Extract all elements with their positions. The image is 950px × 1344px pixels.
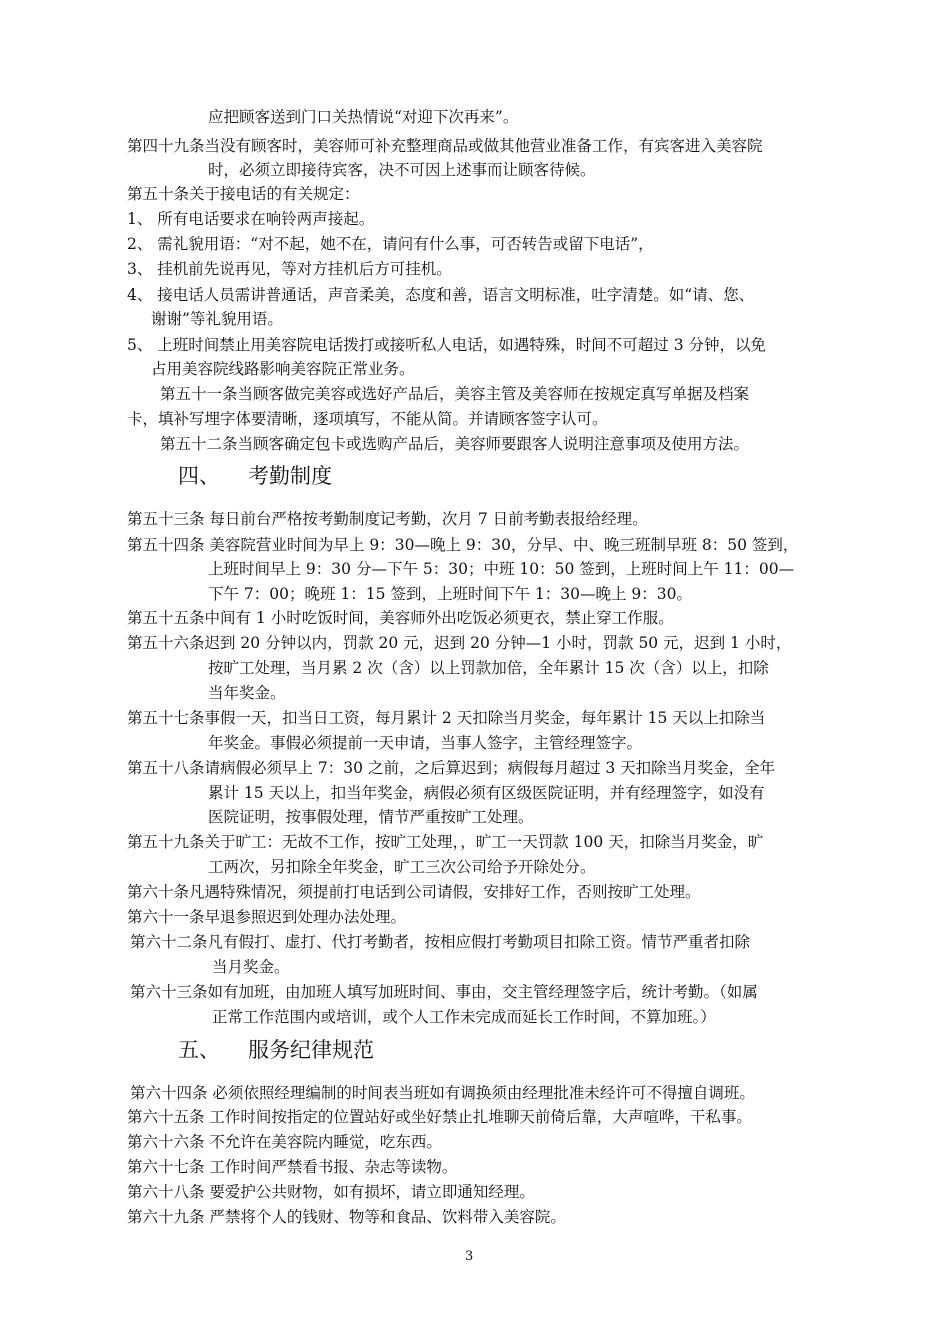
text-line: 正常工作范围内或培训，或个人工作未完成而延长工作时间，不算加班。） [212, 1008, 716, 1026]
text-line: 3、 挂机前先说再见，等对方挂机后方可挂机。 [127, 260, 452, 278]
text-line: 第六十九条 严禁将个人的钱财、物等和食品、饮料带入美容院。 [127, 1208, 566, 1226]
section-heading [178, 1036, 374, 1064]
text-line: 第五十九条关于旷工：无故不工作，按旷工处理，，旷工一天罚款 100 天，扣除当月奖金，旷 [127, 833, 764, 851]
text-line: 下午 7：00；晚班 1：15 签到，上班时间下午 1：30—晚上 9：30。 [208, 585, 692, 603]
text-line: 第六十五条 工作时间按指定的位置站好或坐好禁止扎堆聊天前倚后靠，大声喧哗，干私事。 [127, 1108, 752, 1126]
text-line: 累计 15 天以上，扣当年奖金，病假必须有区级医院证明，并有经理签字，如没有 [208, 784, 765, 802]
text-line: 当年奖金。 [208, 684, 286, 702]
text-line: 第六十六条 不允许在美容院内睡觉，吃东西。 [127, 1133, 442, 1151]
text-line: 第四十九条当没有顾客时，美容师可补充整理商品或做其他营业准备工作，有宾客进入美容院 [127, 137, 763, 155]
text-line: 应把顾客送到门口关热情说“对迎下次再来”。 [208, 108, 519, 126]
text-line: 第五十六条迟到 20 分钟以内，罚款 20 元，迟到 20 分钟—1 小时，罚款 50 元，迟到 1 小时， [127, 634, 792, 652]
text-line: 第六十二条凡有假打、虚打、代打考勤者，按相应假打考勤项目扣除工资。情节严重者扣除 [130, 933, 751, 951]
text-line: 第六十七条 工作时间严禁看书报、杂志等读物。 [127, 1158, 458, 1176]
text-line: 第六十条凡遇特殊情况，须提前打电话到公司请假，安排好工作，否则按旷工处理。 [127, 883, 701, 901]
text-line: 第六十四条 必须依照经理编制的时间表当班如有调换须由经理批准未经许可不得擅自调班。 [130, 1084, 755, 1102]
text-line: 按旷工处理，当月累 2 次（含）以上罚款加倍，全年累计 15 次（含）以上，扣除 [208, 659, 769, 677]
text-line: 4、 接电话人员需讲普通话，声音柔美，态度和善，语言文明标准，吐字清楚。如“请、您、 [127, 286, 755, 304]
page-number: 3 [465, 1249, 474, 1264]
text-line: 第六十八条 要爱护公共财物，如有损坏，请立即通知经理。 [127, 1183, 535, 1201]
text-line: 1、 所有电话要求在响铃两声接起。 [127, 210, 375, 228]
text-line: 第五十条关于接电话的有关规定： [127, 185, 360, 203]
text-line: 时，必须立即接待宾客，决不可因上述事而让顾客待候。 [208, 161, 596, 179]
section-title: 服务纪律规范 [248, 1038, 374, 1062]
text-line: 第五十四条 美容院营业时间为早上 9：30—晚上 9：30，分早、中、晚三班制早班 8：50 签到， [127, 536, 799, 554]
text-line: 第六十三条如有加班，由加班人填写加班时间、事由，交主管经理签字后，统计考勤。（如属 [130, 983, 758, 1001]
text-line: 年奖金。事假必须提前一天申请，当事人签字，主管经理签字。 [208, 734, 643, 752]
text-line: 第五十七条事假一天，扣当日工资，每月累计 2 天扣除当月奖金，每年累计 15 天以上扣除当 [127, 709, 766, 727]
text-line: 当月奖金。 [212, 958, 290, 976]
text-line: 第五十三条 每日前台严格按考勤制度记考勤，次月 7 日前考勤表报给经理。 [127, 510, 648, 528]
text-line: 2、 需礼貌用语：“对不起，她不在，请问有什么事，可否转告或留下电话”， [127, 235, 654, 253]
text-line: 5、 上班时间禁止用美容院电话拨打或接听私人电话，如遇特殊，时间不可超过 3 分钟，以免 [127, 336, 767, 354]
text-line: 第五十一条当顾客做完美容或选好产品后，美容主管及美容师在按规定真写单据及档案 [160, 385, 750, 403]
section-heading [178, 462, 332, 490]
text-line: 上班时间早上 9：30 分—下午 5：30；中班 10：50 签到，上班时间上午 11：00— [208, 560, 795, 578]
text-line: 工两次，另扣除全年奖金，旷工三次公司给予开除处分。 [208, 858, 596, 876]
text-line: 卡，填补写埋字体要清晰，逐项填写，不能从简。并请顾客签字认可。 [127, 410, 608, 428]
text-line: 占用美容院线路影响美容院正常业务。 [151, 360, 415, 378]
section-number: 五、 [178, 1038, 220, 1062]
text-line: 第五十五条中间有 1 小时吃饭时间，美容师外出吃饭必须更衣，禁止穿工作服。 [127, 609, 674, 627]
text-line: 第五十八条请病假必须早上 7：30 之前，之后算迟到；病假每月超过 3 天扣除当月奖金，全年 [127, 759, 776, 777]
text-line: 第五十二条当顾客确定包卡或选购产品后，美容师要跟客人说明注意事项及使用方法。 [160, 435, 750, 453]
text-line: 谢谢”等礼貌用语。 [151, 310, 283, 328]
text-line: 第六十一条早退参照迟到处理办法处理。 [127, 908, 407, 926]
text-line: 医院证明，按事假处理，情节严重按旷工处理。 [208, 808, 534, 826]
section-title: 考勤制度 [248, 464, 332, 488]
section-number: 四、 [178, 464, 220, 488]
